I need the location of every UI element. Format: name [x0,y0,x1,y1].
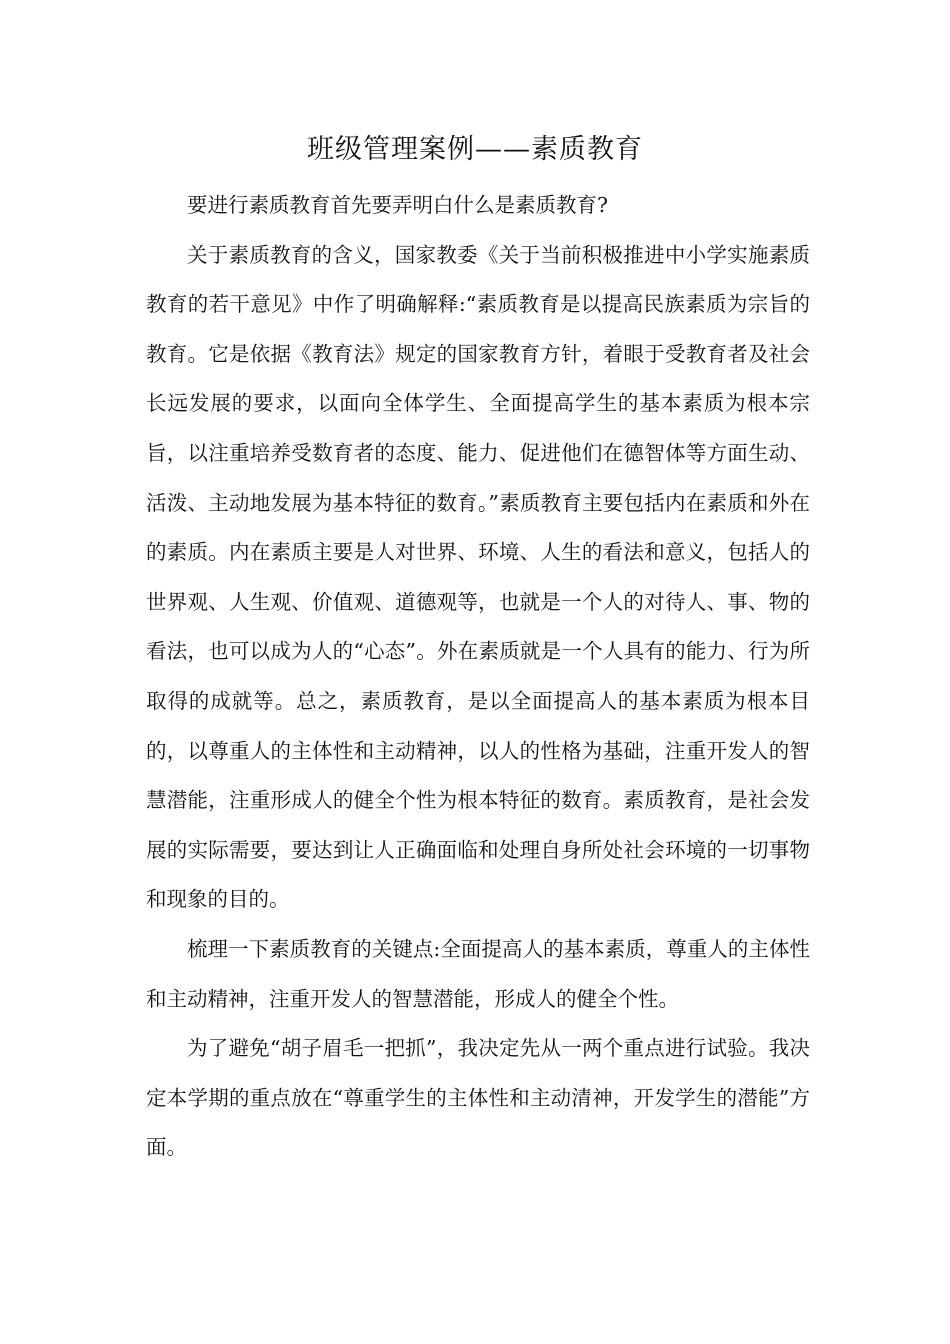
paragraph-question: 要进行素质教育首先要弄明白什么是素质教育? [187,193,608,217]
page-title: 班级管理案例——素质教育 [307,134,643,165]
paragraph-definition: 关于素质教育的含义，国家教委《关于当前积极推进中小学实施素质教育的若干意见》中作了明确解释:“素质教育是以提高民族素质为宗旨的教育。它是依据《教育法》规定的国家教育方针，着眼于受教育者及社会长远发展的要求，以面向全体学生、全面提高学生的基本素质为根本宗旨，以注重培养受数育者的态度、能力、促进他们在德智体等方面生动、活泼、主动地发展为基本特征的数育。”素质教育主要包括内在素质和外在的素质。内在素质主要是人对世界、环境、人生的看法和意义，包括人的世界观、人生观、价值观、道德观等，也就是一个人的对待人、事、物的看法，也可以成为人的“心态”。外在素质就是一个人具有的能力、行为所取得的成就等。总之，素质教育，是以全面提高人的基本素质为根本目的，以尊重人的主体性和主动精神，以人的性格为基础，注重开发人的智慧潜能，注重形成人的健全个性为根本特征的数育。素质教育，是社会发展的实际需要，要达到让人正确面临和处理自身所处社会环境的一切事物和现象的目的。 [146,242,810,912]
document-body [146,181,810,1173]
paragraph-plan: 为了避免“胡子眉毛一把抓”，我决定先从一两个重点进行试验。我决定本学期的重点放在“尊重学生的主体性和主动清神，开发学生的潜能”方面。 [146,1036,810,1160]
paragraph-key-points: 梳理一下素质教育的关键点:全面提高人的基本素质，尊重人的主体性和主动精神，注重开发人的智慧潜能，形成人的健全个性。 [146,936,810,1011]
